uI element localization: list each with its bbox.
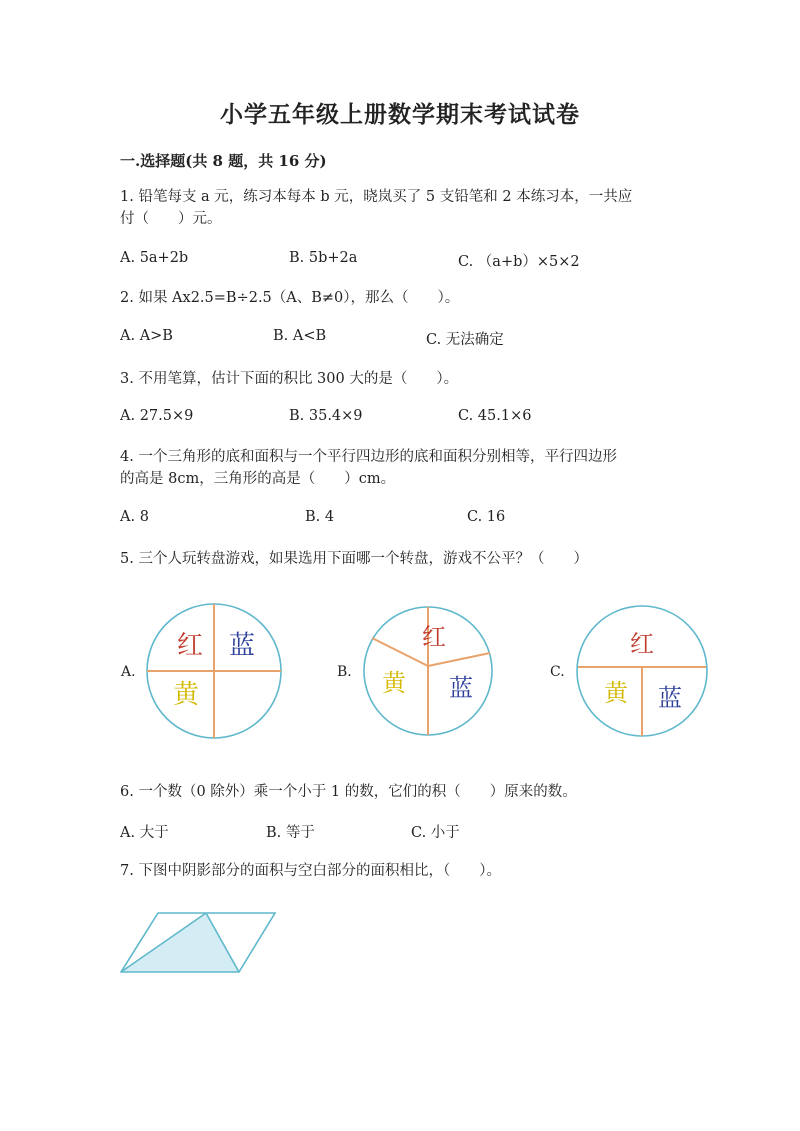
question-1-line-2: 付（ ）元。: [120, 211, 222, 227]
parallelogram-figure: [118, 908, 280, 976]
spinner-a-sector-blue: 蓝: [228, 631, 256, 661]
question-2-option-c: C. 无法确定: [426, 332, 504, 348]
question-6-text: 6. 一个数（0 除外）乘一个小于 1 的数，它们的积（ ）原来的数。: [120, 784, 577, 800]
spinner-b: [361, 600, 495, 742]
question-5-text: 5. 三个人玩转盘游戏，如果选用下面哪一个转盘，游戏不公平？（ ）: [120, 551, 588, 567]
spinner-a: [142, 600, 286, 742]
spinner-b-label: B.: [337, 664, 352, 680]
question-1-option-a: A. 5a+2b: [120, 250, 189, 266]
question-2-text: 2. 如果 Ax2.5=B÷2.5（A、B≠0），那么（ ）。: [120, 290, 460, 306]
question-4-option-c: C. 16: [467, 509, 506, 525]
question-3-option-c: C. 45.1×6: [458, 408, 532, 424]
question-7-text: 7. 下图中阴影部分的面积与空白部分的面积相比，（ ）。: [120, 863, 501, 879]
spinner-c-sector-blue: 蓝: [658, 684, 682, 712]
question-4-line-2: 的高是 8cm，三角形的高是（ ）cm。: [120, 471, 396, 487]
question-6-option-b: B. 等于: [266, 825, 315, 841]
question-2-option-a: A. A>B: [120, 328, 173, 344]
spinner-c-sector-yellow: 黄: [604, 679, 628, 707]
question-2-option-b: B. A<B: [273, 328, 327, 344]
spinner-a-sector-red: 红: [176, 631, 204, 661]
question-4-option-b: B. 4: [305, 509, 335, 525]
section-heading: 一.选择题(共 8 题，共 16 分): [120, 152, 327, 170]
spinner-c: [574, 600, 710, 742]
question-6-option-a: A. 大于: [120, 825, 169, 841]
question-1-option-c: C. （a+b）×5×2: [458, 254, 580, 270]
question-1-line-1: 1. 铅笔每支 a 元，练习本每本 b 元，晓岚买了 5 支铅笔和 2 本练习本，一共应: [120, 189, 633, 205]
spinner-b-sector-red: 红: [422, 623, 446, 651]
spinner-c-label: C.: [550, 664, 565, 680]
question-1-option-b: B. 5b+2a: [289, 250, 358, 266]
spinner-b-sector-blue: 蓝: [449, 674, 473, 702]
question-6-option-c: C. 小于: [411, 825, 460, 841]
spinner-a-label: A.: [121, 664, 136, 680]
page-title: 小学五年级上册数学期末考试试卷: [220, 101, 580, 128]
spinner-b-sector-yellow: 黄: [382, 669, 406, 697]
spinner-c-sector-red: 红: [630, 630, 654, 658]
question-3-option-a: A. 27.5×9: [120, 408, 194, 424]
question-3-option-b: B. 35.4×9: [289, 408, 363, 424]
question-4-line-1: 4. 一个三角形的底和面积与一个平行四边形的底和面积分别相等，平行四边形: [120, 449, 617, 465]
question-3-text: 3. 不用笔算，估计下面的积比 300 大的是（ ）。: [120, 371, 459, 387]
question-4-option-a: A. 8: [120, 509, 149, 525]
spinner-a-sector-yellow: 黄: [172, 680, 200, 710]
